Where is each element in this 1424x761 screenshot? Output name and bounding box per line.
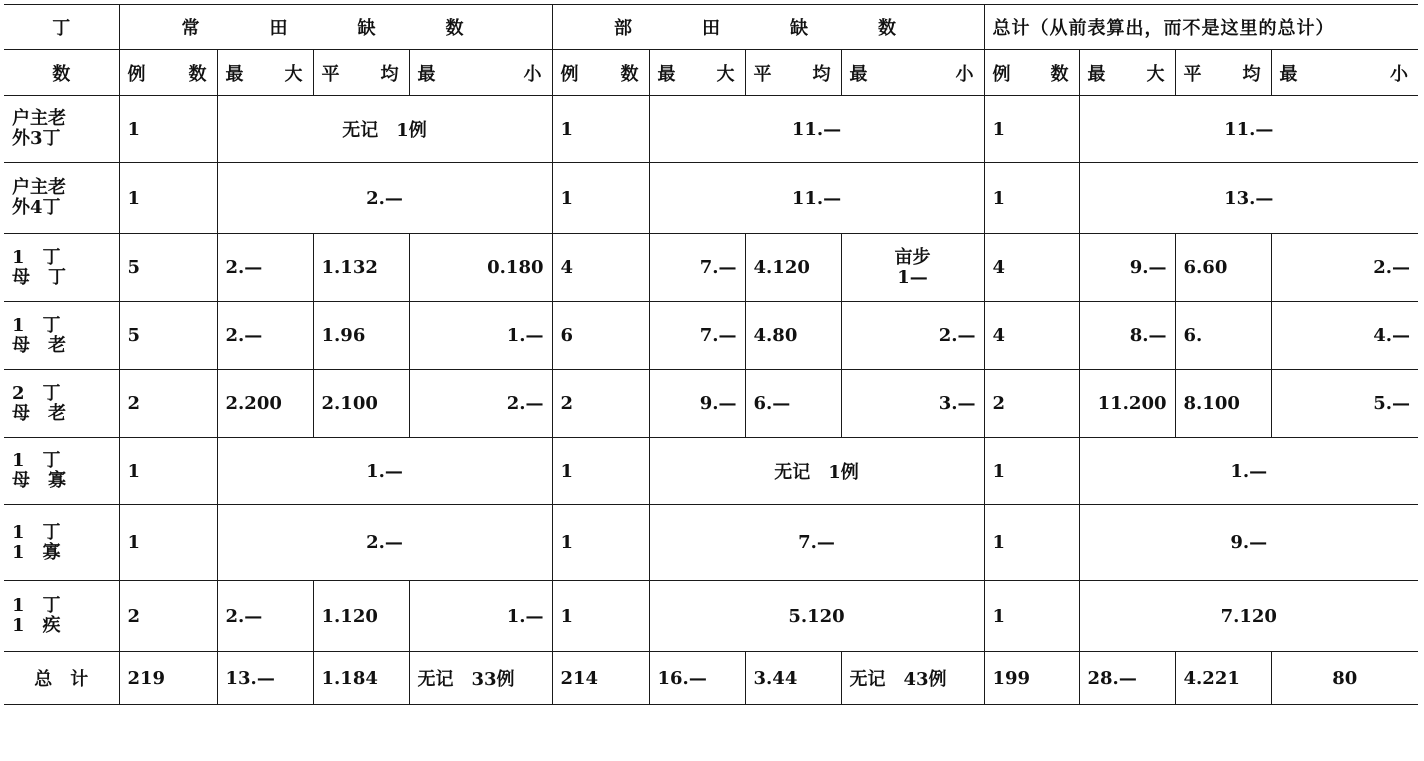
- cheng-avg-cell: 1.96: [313, 302, 409, 370]
- total-count-cell: 2: [984, 370, 1079, 438]
- bu-min-cell: 亩步 1—: [841, 234, 984, 302]
- cheng-count-cell: 5: [119, 302, 217, 370]
- cheng-min-cell: 1.—: [409, 581, 552, 652]
- row-label: 1 丁 母 丁: [4, 234, 119, 302]
- header-row-groups: [4, 5, 1418, 50]
- bu-avg-cell: 4.120: [745, 234, 841, 302]
- sub-header-count: 例 数: [984, 50, 1079, 96]
- sub-header-max: 最 大: [217, 50, 313, 96]
- cheng-avg-cell: 1.184: [313, 652, 409, 705]
- total-max-cell: 9.—: [1079, 234, 1175, 302]
- household-field-deficit-table: [4, 4, 1418, 705]
- bu-avg-cell: 6.—: [745, 370, 841, 438]
- total-merged-cell: 13.—: [1079, 163, 1418, 234]
- cheng-max-cell: 2.200: [217, 370, 313, 438]
- total-avg-cell: 4.221: [1175, 652, 1271, 705]
- sub-header-avg: 平 均: [1175, 50, 1271, 96]
- bu-count-cell: 1: [552, 96, 649, 163]
- sub-header-avg: 平 均: [745, 50, 841, 96]
- cheng-merged-cell: 2.—: [217, 163, 552, 234]
- table-row: [4, 370, 1418, 438]
- bu-max-cell: 7.—: [649, 302, 745, 370]
- table-row: [4, 234, 1418, 302]
- cheng-avg-cell: 1.120: [313, 581, 409, 652]
- sub-header-avg: 平 均: [313, 50, 409, 96]
- total-min-cell: 5.—: [1271, 370, 1418, 438]
- sub-header-count: 例 数: [552, 50, 649, 96]
- sub-header-max: 最 大: [1079, 50, 1175, 96]
- row-label: 户主老 外3丁: [4, 96, 119, 163]
- group-header-total: 总计（从前表算出，而不是这里的总计）: [984, 5, 1418, 50]
- total-max-cell: 28.—: [1079, 652, 1175, 705]
- row-label: 1 丁 1 寡: [4, 505, 119, 581]
- cheng-max-cell: 2.—: [217, 581, 313, 652]
- cheng-merged-cell: 无记 1例: [217, 96, 552, 163]
- bu-count-cell: 4: [552, 234, 649, 302]
- total-avg-cell: 6.60: [1175, 234, 1271, 302]
- total-merged-cell: 11.—: [1079, 96, 1418, 163]
- bu-count-cell: 1: [552, 505, 649, 581]
- cheng-merged-cell: 2.—: [217, 505, 552, 581]
- group-header-chang-tian: 常 田 缺 数: [119, 5, 552, 50]
- row-label-header-top: 丁: [4, 5, 119, 50]
- bu-merged-cell: 7.—: [649, 505, 984, 581]
- total-row-label: 总 计: [4, 652, 119, 705]
- bu-max-cell: 7.—: [649, 234, 745, 302]
- bu-merged-cell: 11.—: [649, 163, 984, 234]
- bu-merged-cell: 5.120: [649, 581, 984, 652]
- bu-count-cell: 2: [552, 370, 649, 438]
- total-avg-cell: 6.: [1175, 302, 1271, 370]
- total-min-cell: 80: [1271, 652, 1418, 705]
- bu-count-cell: 214: [552, 652, 649, 705]
- total-count-cell: 1: [984, 438, 1079, 505]
- bu-max-cell: 9.—: [649, 370, 745, 438]
- cheng-merged-cell: 1.—: [217, 438, 552, 505]
- total-merged-cell: 9.—: [1079, 505, 1418, 581]
- bu-max-cell: 16.—: [649, 652, 745, 705]
- cheng-count-cell: 5: [119, 234, 217, 302]
- total-count-cell: 1: [984, 163, 1079, 234]
- total-min-cell: 4.—: [1271, 302, 1418, 370]
- table-row: [4, 581, 1418, 652]
- cheng-count-cell: 1: [119, 96, 217, 163]
- cheng-min-cell: 1.—: [409, 302, 552, 370]
- cheng-count-cell: 1: [119, 505, 217, 581]
- bu-count-cell: 6: [552, 302, 649, 370]
- total-row: [4, 652, 1418, 705]
- total-count-cell: 4: [984, 234, 1079, 302]
- cheng-count-cell: 2: [119, 370, 217, 438]
- table-row: [4, 438, 1418, 505]
- cheng-count-cell: 1: [119, 163, 217, 234]
- total-count-cell: 4: [984, 302, 1079, 370]
- cheng-min-cell: 0.180: [409, 234, 552, 302]
- bu-merged-cell: 11.—: [649, 96, 984, 163]
- total-merged-cell: 7.120: [1079, 581, 1418, 652]
- total-min-cell: 2.—: [1271, 234, 1418, 302]
- sub-header-min: 最 小: [841, 50, 984, 96]
- total-merged-cell: 1.—: [1079, 438, 1418, 505]
- row-label: 1 丁 母 寡: [4, 438, 119, 505]
- total-count-cell: 1: [984, 505, 1079, 581]
- row-label: 1 丁 1 疾: [4, 581, 119, 652]
- table-row: [4, 96, 1418, 163]
- bu-count-cell: 1: [552, 438, 649, 505]
- total-avg-cell: 8.100: [1175, 370, 1271, 438]
- cheng-max-cell: 2.—: [217, 302, 313, 370]
- cheng-count-cell: 2: [119, 581, 217, 652]
- table-row: [4, 505, 1418, 581]
- total-max-cell: 11.200: [1079, 370, 1175, 438]
- row-label-header-bottom: 数: [4, 50, 119, 96]
- bu-avg-cell: 3.44: [745, 652, 841, 705]
- cheng-avg-cell: 1.132: [313, 234, 409, 302]
- bu-min-cell: 3.—: [841, 370, 984, 438]
- cheng-min-cell: 2.—: [409, 370, 552, 438]
- header-row-sub: [4, 50, 1418, 96]
- total-count-cell: 1: [984, 581, 1079, 652]
- row-label: 户主老 外4丁: [4, 163, 119, 234]
- bu-avg-cell: 4.80: [745, 302, 841, 370]
- sub-header-count: 例 数: [119, 50, 217, 96]
- table-row: [4, 302, 1418, 370]
- cheng-max-cell: 2.—: [217, 234, 313, 302]
- cheng-count-cell: 219: [119, 652, 217, 705]
- cheng-avg-cell: 2.100: [313, 370, 409, 438]
- sub-header-max: 最 大: [649, 50, 745, 96]
- bu-min-cell: 无记 43例: [841, 652, 984, 705]
- bu-merged-cell: 无记 1例: [649, 438, 984, 505]
- cheng-count-cell: 1: [119, 438, 217, 505]
- sub-header-min: 最 小: [409, 50, 552, 96]
- total-max-cell: 8.—: [1079, 302, 1175, 370]
- group-header-bu-tian: 部 田 缺 数: [552, 5, 984, 50]
- bu-count-cell: 1: [552, 581, 649, 652]
- bu-count-cell: 1: [552, 163, 649, 234]
- bu-min-cell: 2.—: [841, 302, 984, 370]
- cheng-max-cell: 13.—: [217, 652, 313, 705]
- row-label: 2 丁 母 老: [4, 370, 119, 438]
- cheng-min-cell: 无记 33例: [409, 652, 552, 705]
- table-row: [4, 163, 1418, 234]
- total-count-cell: 199: [984, 652, 1079, 705]
- row-label: 1 丁 母 老: [4, 302, 119, 370]
- total-count-cell: 1: [984, 96, 1079, 163]
- sub-header-min: 最 小: [1271, 50, 1418, 96]
